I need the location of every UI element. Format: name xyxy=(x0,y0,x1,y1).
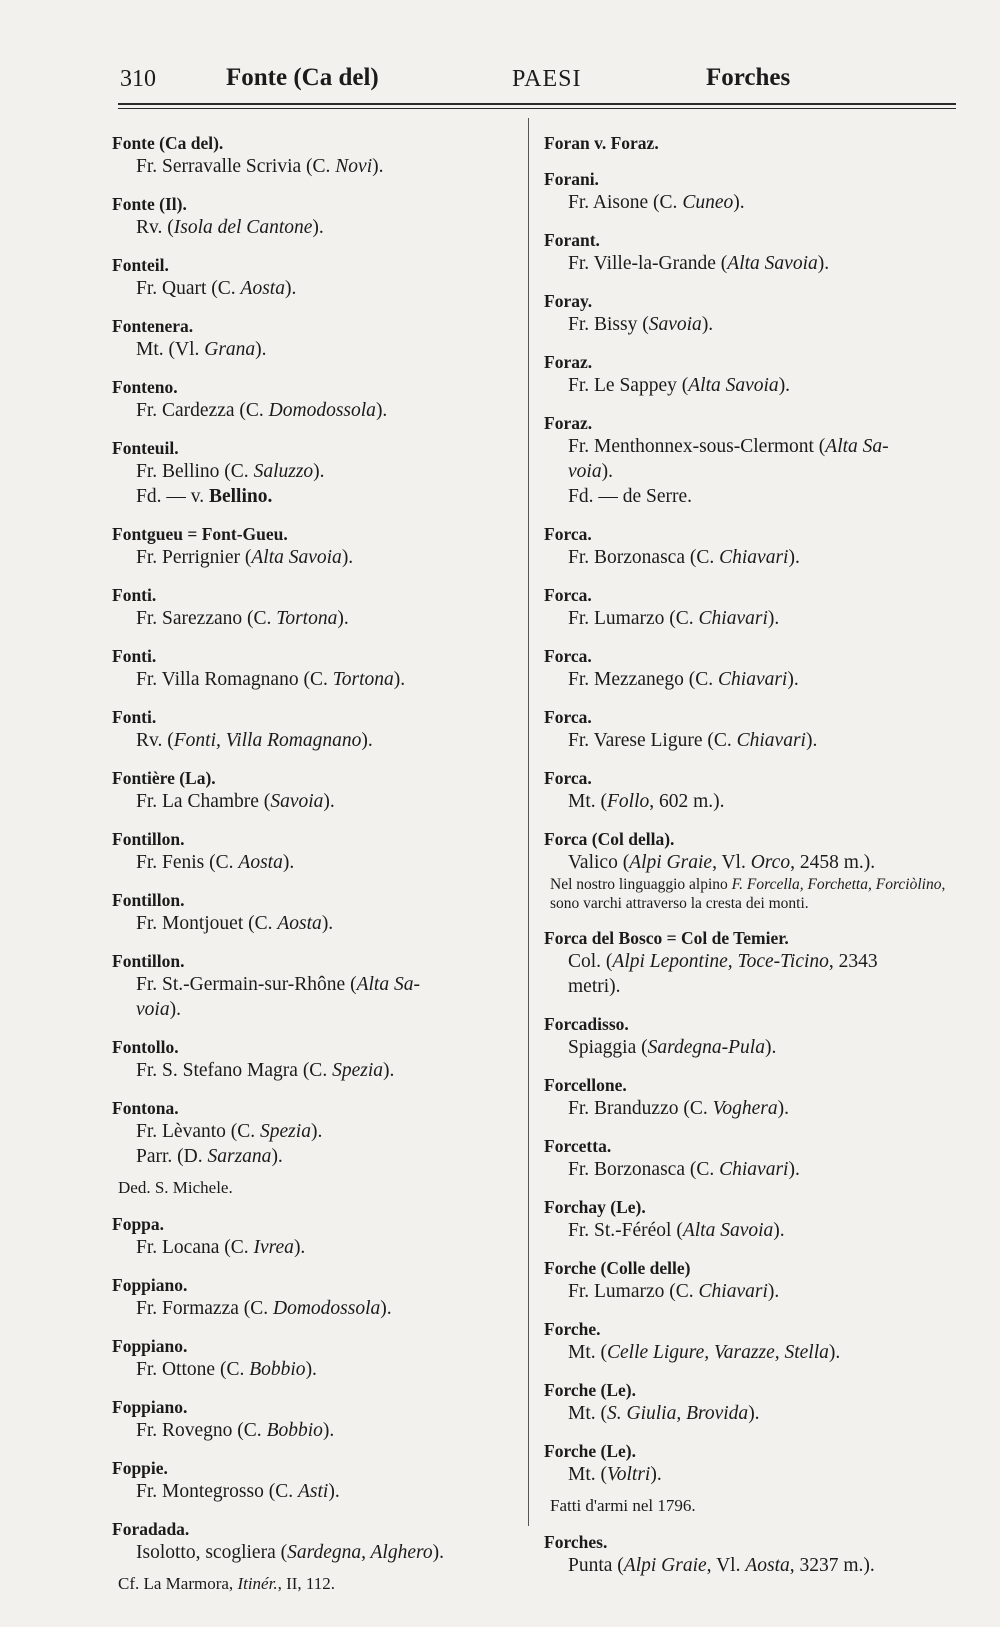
entry-headword: Forca del Bosco = Col de Temier. xyxy=(544,928,789,948)
entry-line: Fr. Lèvanto (C. Spezia). xyxy=(136,1121,323,1142)
entry-line: Mt. (Follo, 602 m.). xyxy=(568,791,725,812)
entry-line: Mt. (Vl. Grana). xyxy=(136,339,267,360)
entry-line: Fr. Varese Ligure (C. Chiavari). xyxy=(568,730,818,751)
page-number: 310 xyxy=(120,66,156,92)
entry-headword: Fonti. xyxy=(112,646,157,666)
dictionary-entry xyxy=(544,767,954,814)
entry-headword: Forcellone. xyxy=(544,1075,627,1095)
entry-line: Fd. — de Serre. xyxy=(568,486,693,507)
dictionary-entry xyxy=(112,706,524,753)
page-header xyxy=(0,0,1000,110)
entry-line: Fr. Cardezza (C. Domodossola). xyxy=(136,400,388,421)
entry-headword: Forca. xyxy=(544,707,592,727)
dictionary-entry xyxy=(544,1318,954,1365)
dictionary-entry xyxy=(112,193,524,240)
dictionary-entry xyxy=(544,351,954,398)
dictionary-entry xyxy=(112,523,524,570)
entry-headword: Foppiano. xyxy=(112,1397,188,1417)
entry-line: Col. (Alpi Lepontine, Toce-Ticino, 2343 xyxy=(568,951,878,972)
dictionary-entry xyxy=(112,376,524,423)
entry-line: Mt. (S. Giulia, Brovida). xyxy=(568,1403,760,1424)
entry-headword: Forca. xyxy=(544,768,592,788)
entry-headword: Fonteil. xyxy=(112,255,169,275)
dictionary-entry xyxy=(544,1196,954,1243)
entry-headword: Foray. xyxy=(544,291,593,311)
entry-headword: Forcadisso. xyxy=(544,1014,629,1034)
entry-headword: Foran v. Foraz. xyxy=(544,133,659,153)
dictionary-entry xyxy=(112,828,524,875)
center-running-title: PAESI xyxy=(512,66,582,92)
entry-line: Fr. Branduzzo (C. Voghera). xyxy=(568,1098,789,1119)
dictionary-entry xyxy=(112,132,524,179)
dictionary-entry xyxy=(544,927,954,999)
entry-line: Fr. Lumarzo (C. Chiavari). xyxy=(568,608,780,629)
entry-headword: Fontillon. xyxy=(112,890,185,910)
dictionary-entry xyxy=(544,412,954,509)
dictionary-entry xyxy=(544,1135,954,1182)
entry-footnote: Fatti d'armi nel 1796. xyxy=(550,1496,696,1515)
left-running-title: Fonte (Ca del) xyxy=(226,64,379,91)
dictionary-entry xyxy=(544,290,954,337)
dictionary-entry xyxy=(112,950,524,1022)
entry-line: Fr. Borzonasca (C. Chiavari). xyxy=(568,547,800,568)
entry-headword: Fonte (Ca del). xyxy=(112,133,224,153)
dictionary-entry xyxy=(544,132,954,154)
entry-headword: Forca (Col della). xyxy=(544,829,675,849)
entry-headword: Foppiano. xyxy=(112,1336,188,1356)
entry-headword: Fontillon. xyxy=(112,829,185,849)
entry-line: metri). xyxy=(568,976,621,997)
dictionary-entry xyxy=(544,584,954,631)
entry-note: Nel nostro linguaggio alpino F. Forcella, Forchetta, Forciòlino, sono varchi attraverso la cresta dei monti. xyxy=(550,876,946,912)
dictionary-entry xyxy=(544,168,954,215)
entry-footnote: Ded. S. Michele. xyxy=(118,1178,233,1197)
entry-headword: Fonteuil. xyxy=(112,438,179,458)
entry-line: Parr. (D. Sarzana). xyxy=(136,1146,283,1167)
dictionary-entry xyxy=(112,1396,524,1443)
dictionary-entry xyxy=(544,1257,954,1304)
entry-headword: Forche (Le). xyxy=(544,1380,637,1400)
entry-line: Fr. Rovegno (C. Bobbio). xyxy=(136,1420,335,1441)
left-column xyxy=(112,132,524,1609)
entry-headword: Fontillon. xyxy=(112,951,185,971)
entry-headword: Fontenera. xyxy=(112,316,194,336)
entry-headword: Fonti. xyxy=(112,585,157,605)
entry-line: Fr. Lumarzo (C. Chiavari). xyxy=(568,1281,780,1302)
entry-line: Fr. Ville-la-Grande (Alta Savoia). xyxy=(568,253,830,274)
entry-line: Fr. Quart (C. Aosta). xyxy=(136,278,297,299)
entry-headword: Forches. xyxy=(544,1532,608,1552)
entry-line: Fr. La Chambre (Savoia). xyxy=(136,791,335,812)
entry-headword: Forche (Colle delle) xyxy=(544,1258,691,1278)
right-running-title: Forches xyxy=(706,64,791,91)
dictionary-entry xyxy=(544,1013,954,1060)
right-column xyxy=(544,132,954,1592)
column-divider xyxy=(528,118,529,1526)
dictionary-entry xyxy=(112,1097,524,1199)
dictionary-entry xyxy=(112,1213,524,1260)
entry-headword: Forchay (Le). xyxy=(544,1197,646,1217)
entry-headword: Foraz. xyxy=(544,413,593,433)
entry-headword: Foppa. xyxy=(112,1214,165,1234)
dictionary-entry xyxy=(112,767,524,814)
entry-line: Fr. Ottone (C. Bobbio). xyxy=(136,1359,317,1380)
entry-line: Rv. (Fonti, Villa Romagnano). xyxy=(136,730,373,751)
entry-headword: Forche (Le). xyxy=(544,1441,637,1461)
entry-line: Fr. Mezzanego (C. Chiavari). xyxy=(568,669,799,690)
entry-line: Rv. (Isola del Cantone). xyxy=(136,217,324,238)
entry-headword: Foradada. xyxy=(112,1519,190,1539)
entry-line: Valico (Alpi Graie, Vl. Orco, 2458 m.). xyxy=(568,852,876,873)
entry-headword: Fontona. xyxy=(112,1098,179,1118)
dictionary-entry xyxy=(544,523,954,570)
entry-line: Punta (Alpi Graie, Vl. Aosta, 3237 m.). xyxy=(568,1555,875,1576)
dictionary-entry xyxy=(112,645,524,692)
entry-headword: Forche. xyxy=(544,1319,601,1339)
entry-line: Fr. St.-Germain-sur-Rhône (Alta Sa- xyxy=(136,974,420,995)
entry-line: Fr. Villa Romagnano (C. Tortona). xyxy=(136,669,406,690)
entry-headword: Forcetta. xyxy=(544,1136,612,1156)
dictionary-entry xyxy=(112,1274,524,1321)
entry-line: Fr. Serravalle Scrivia (C. Novi). xyxy=(136,156,384,177)
dictionary-entry xyxy=(112,254,524,301)
entry-line: Fr. S. Stefano Magra (C. Spezia). xyxy=(136,1060,395,1081)
dictionary-entry xyxy=(544,1531,954,1578)
entry-line: Fr. Sarezzano (C. Tortona). xyxy=(136,608,349,629)
dictionary-entry xyxy=(544,645,954,692)
entry-line: Fr. Montegrosso (C. Asti). xyxy=(136,1481,340,1502)
entry-line: voia). xyxy=(136,999,181,1020)
dictionary-entry xyxy=(112,1457,524,1504)
dictionary-entry xyxy=(544,229,954,276)
entry-line: Fr. Bellino (C. Saluzzo). xyxy=(136,461,325,482)
entry-line: Mt. (Celle Ligure, Varazze, Stella). xyxy=(568,1342,841,1363)
entry-line: voia). xyxy=(568,461,613,482)
entry-line: Mt. (Voltri). xyxy=(568,1464,662,1485)
entry-line: Fr. Menthonnex-sous-Clermont (Alta Sa- xyxy=(568,436,889,457)
entry-line: Fr. Le Sappey (Alta Savoia). xyxy=(568,375,791,396)
entry-headword: Foppiano. xyxy=(112,1275,188,1295)
dictionary-entry xyxy=(544,706,954,753)
dictionary-entry xyxy=(112,584,524,631)
entry-line: Fr. St.-Féréol (Alta Savoia). xyxy=(568,1220,785,1241)
entry-headword: Forca. xyxy=(544,524,592,544)
dictionary-entry xyxy=(112,889,524,936)
dictionary-entry xyxy=(112,1518,524,1595)
entry-line: Spiaggia (Sardegna-Pula). xyxy=(568,1037,777,1058)
entry-headword: Fontgueu = Font-Gueu. xyxy=(112,524,288,544)
dictionary-entry xyxy=(544,1440,954,1517)
entry-headword: Fontière (La). xyxy=(112,768,216,788)
dictionary-entry xyxy=(112,1335,524,1382)
entry-headword: Fontollo. xyxy=(112,1037,179,1057)
entry-line: Fr. Montjouet (C. Aosta). xyxy=(136,913,334,934)
entry-headword: Fonti. xyxy=(112,707,157,727)
dictionary-entry xyxy=(112,315,524,362)
entry-headword: Forca. xyxy=(544,585,592,605)
entry-headword: Forani. xyxy=(544,169,599,189)
dictionary-entry xyxy=(544,1379,954,1426)
entry-line: Fr. Locana (C. Ivrea). xyxy=(136,1237,306,1258)
entry-line: Fd. — v. Bellino. xyxy=(136,486,273,507)
dictionary-entry xyxy=(112,437,524,509)
entry-line: Fr. Bissy (Savoia). xyxy=(568,314,714,335)
entry-line: Fr. Formazza (C. Domodossola). xyxy=(136,1298,392,1319)
entry-line: Fr. Borzonasca (C. Chiavari). xyxy=(568,1159,800,1180)
dictionary-entry xyxy=(544,828,954,913)
entry-headword: Foraz. xyxy=(544,352,593,372)
header-rule xyxy=(118,103,956,105)
entry-line: Isolotto, scogliera (Sardegna, Alghero). xyxy=(136,1542,444,1563)
header-rule-thin xyxy=(118,108,956,109)
entry-headword: Foppie. xyxy=(112,1458,168,1478)
entry-headword: Fonte (Il). xyxy=(112,194,187,214)
entry-headword: Forca. xyxy=(544,646,592,666)
entry-headword: Forant. xyxy=(544,230,600,250)
entry-line: Fr. Fenis (C. Aosta). xyxy=(136,852,295,873)
entry-line: Fr. Perrignier (Alta Savoia). xyxy=(136,547,354,568)
dictionary-entry xyxy=(112,1036,524,1083)
entry-footnote: Cf. La Marmora, Itinér., II, 112. xyxy=(118,1574,336,1593)
entry-headword: Fonteno. xyxy=(112,377,178,397)
entry-line: Fr. Aisone (C. Cuneo). xyxy=(568,192,745,213)
dictionary-entry xyxy=(544,1074,954,1121)
